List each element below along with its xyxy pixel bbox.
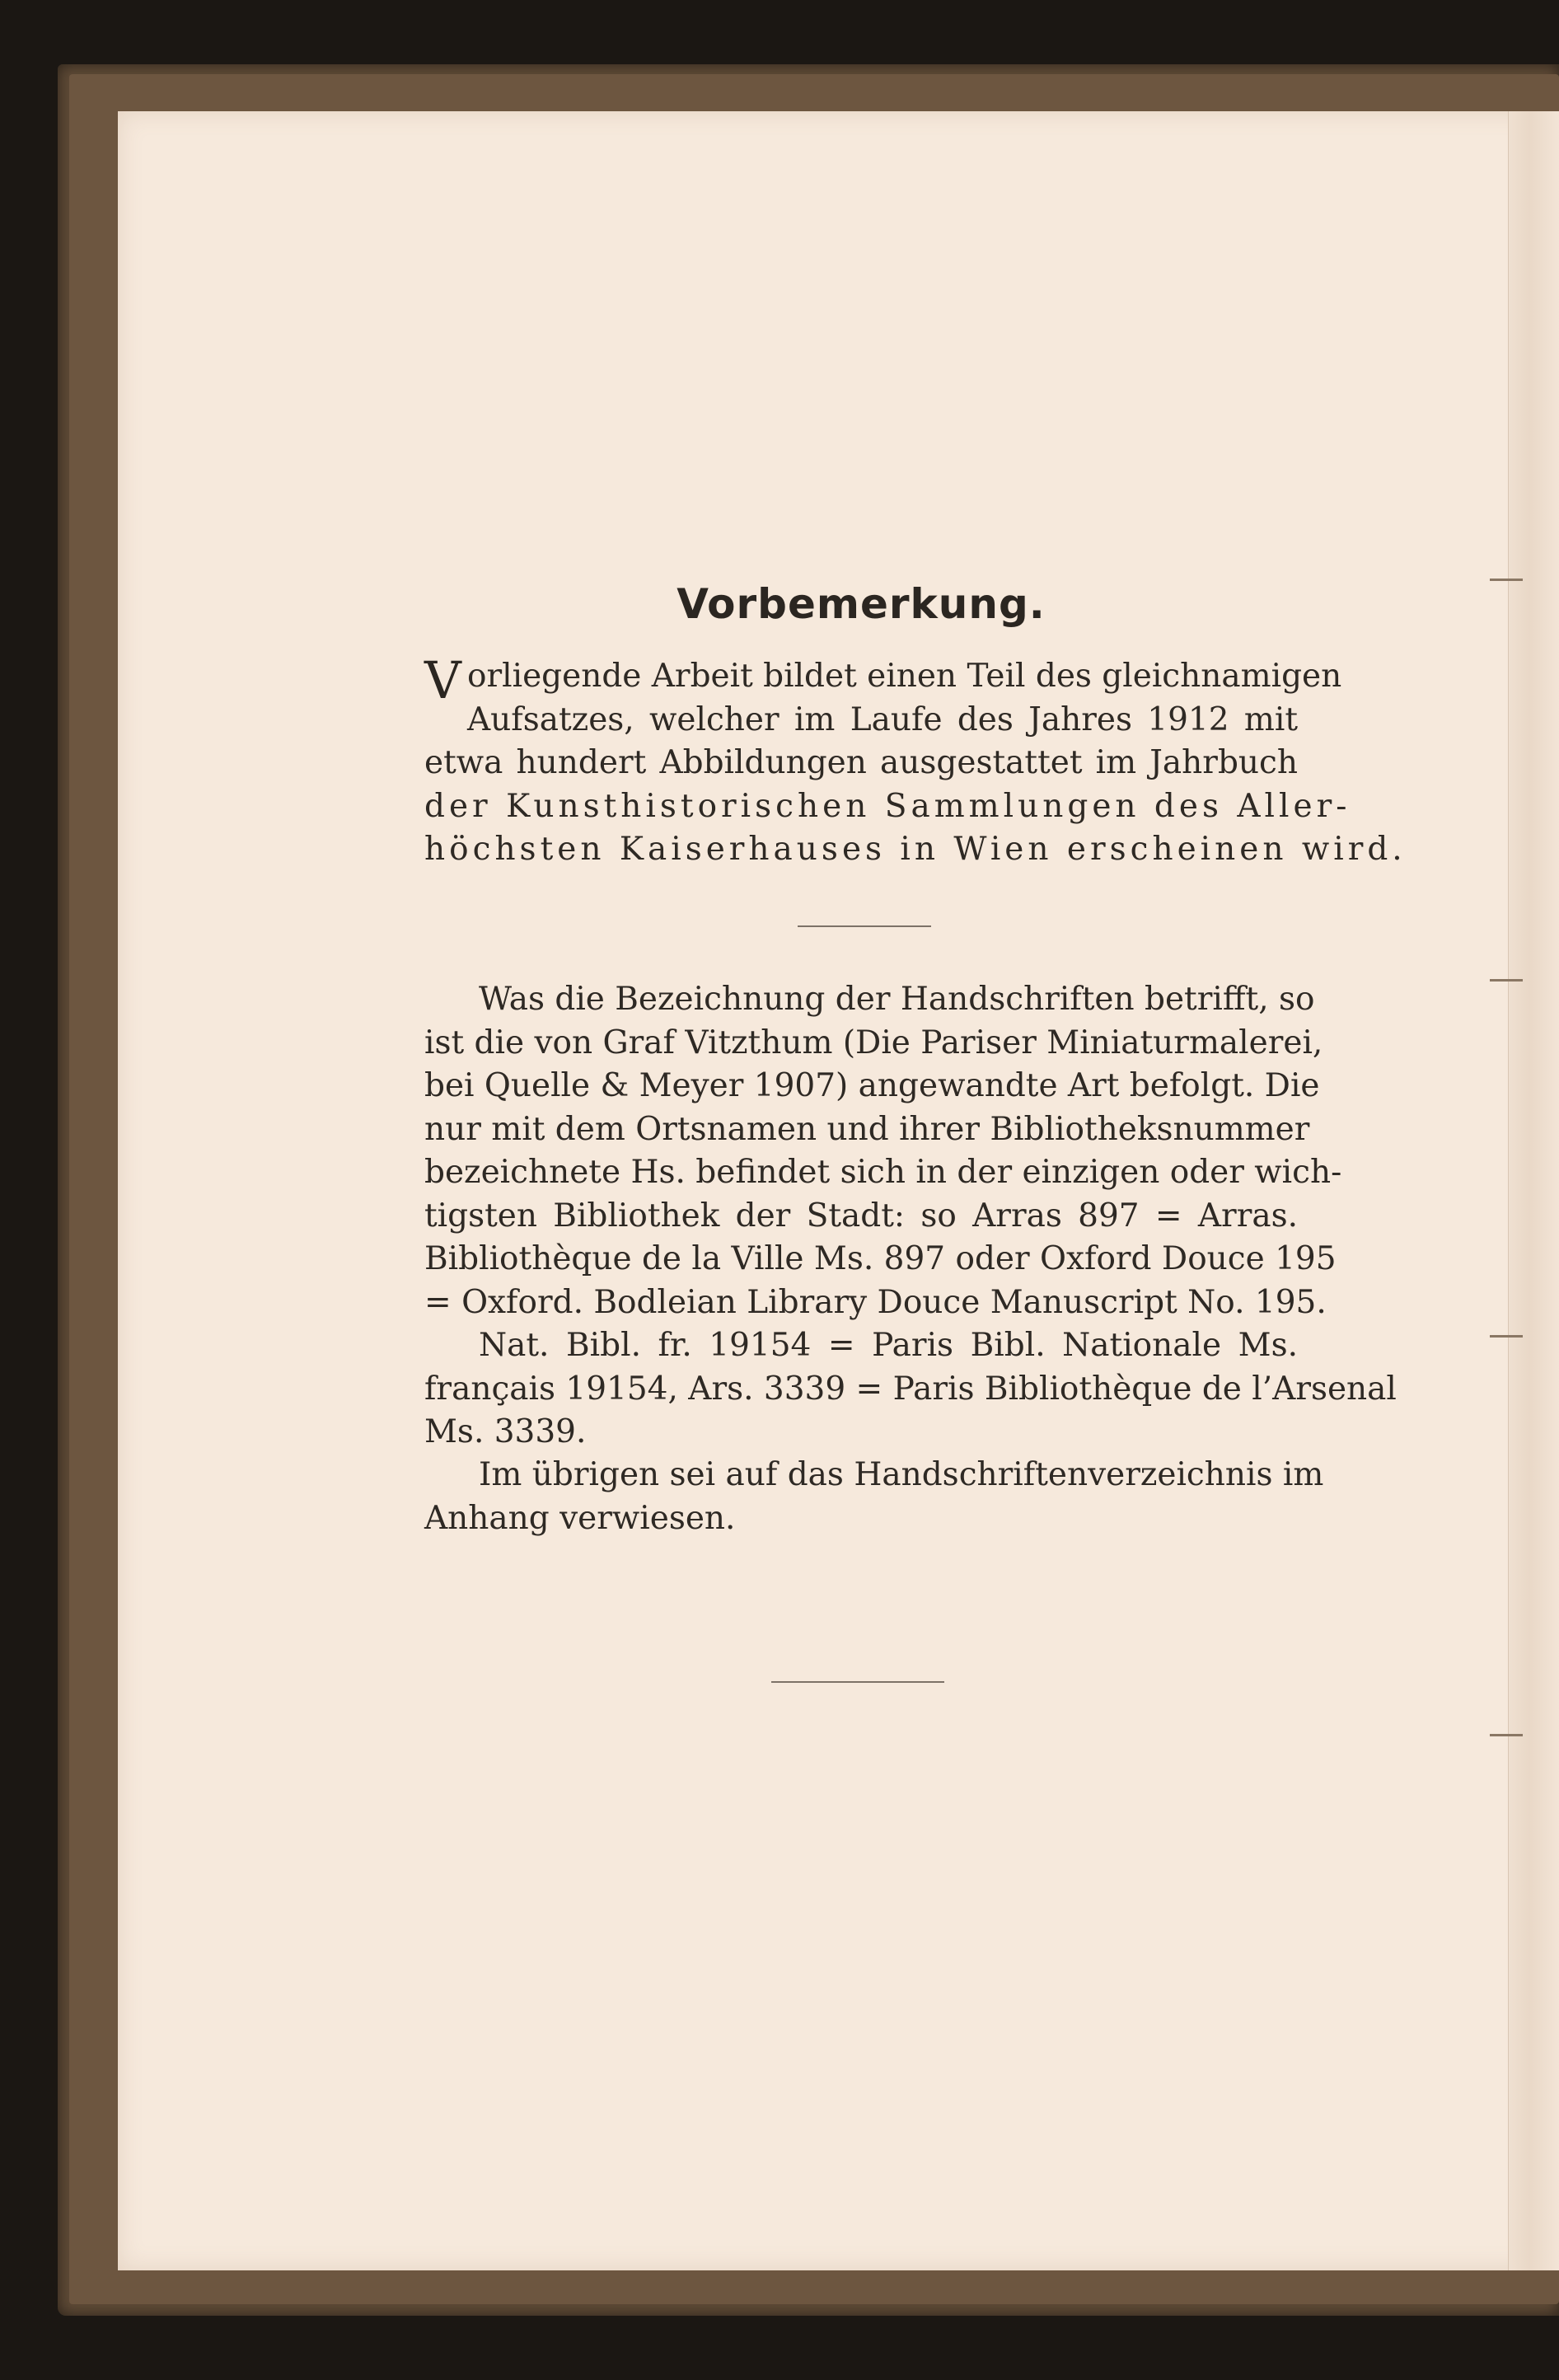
section-divider	[798, 925, 931, 927]
drop-cap: V	[424, 650, 461, 710]
body-line: = Oxford. Bodleian Library Douce Manuscript No. 195.	[424, 1283, 1327, 1321]
body-line: Was die Bezeichnung der Handschriften betrifft, so	[479, 981, 1315, 1018]
binding-stitch	[1490, 1335, 1523, 1338]
body-paragraph-3	[424, 1454, 1324, 1540]
body-line: tigsten Bibliothek der Stadt: so Arras 897 = Arras.	[424, 1197, 1298, 1235]
body-line: Ms. 3339.	[424, 1413, 587, 1450]
body-line: Im übrigen sei auf das Handschriftenverzeichnis im	[479, 1456, 1324, 1493]
intro-line: Aufsatzes, welcher im Laufe des Jahres 1912 mit	[467, 700, 1298, 738]
binding-stitch	[1490, 979, 1523, 982]
binding-stitch	[1490, 1734, 1523, 1736]
intro-line: höchsten Kaiserhauses in Wien erscheinen wird.	[424, 831, 1407, 868]
intro-line: der Kunsthistorischen Sammlungen des Aller-	[424, 787, 1351, 825]
binding-stitch	[1490, 579, 1523, 581]
intro-line-1: V orliegende Arbeit bildet einen Teil des gleichnamigen	[424, 650, 1342, 710]
page-gutter	[1508, 111, 1559, 2270]
closing-divider	[771, 1681, 944, 1683]
body-line: Anhang verwiesen.	[424, 1499, 736, 1537]
body-line: ist die von Graf Vitzthum (Die Pariser Miniaturmalerei,	[424, 1024, 1323, 1061]
body-paragraph-2	[424, 1324, 1397, 1455]
body-line: Nat. Bibl. fr. 19154 = Paris Bibl. Nationale Ms.	[479, 1327, 1298, 1364]
page-title: Vorbemerkung.	[677, 580, 1046, 628]
intro-line: etwa hundert Abbildungen ausgestattet im Jahrbuch	[424, 744, 1298, 781]
body-line: bei Quelle & Meyer 1907) angewandte Art befolgt. Die	[424, 1067, 1320, 1104]
body-paragraph-1	[424, 978, 1342, 1324]
body-line: français 19154, Ars. 3339 = Paris Bibliothèque de l’Arsenal	[424, 1370, 1397, 1408]
body-line: nur mit dem Ortsnamen und ihrer Bibliotheksnummer	[424, 1110, 1310, 1148]
body-line: Bibliothèque de la Ville Ms. 897 oder Oxford Douce 195	[424, 1240, 1337, 1277]
intro-paragraph	[424, 650, 1407, 872]
body-line: bezeichnete Hs. befindet sich in der einzigen oder wich-	[424, 1154, 1342, 1191]
